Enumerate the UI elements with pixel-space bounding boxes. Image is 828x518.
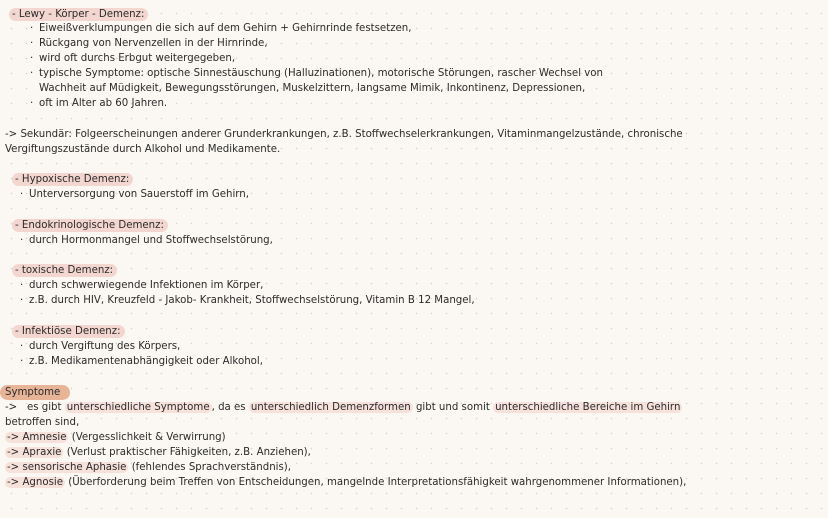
symptom-apraxie: -> Apraxie (Verlust praktischer Fähigkeiten, z.B. Anziehen),: [7, 447, 311, 458]
hypoxische-heading-line: [12, 173, 133, 187]
infektioes-item-1: · durch Vergiftung des Körpers,: [20, 341, 181, 352]
symptome-heading: Symptome: [0, 385, 70, 400]
lewy-heading-line: [9, 8, 148, 22]
infektioes-heading: - Infektiöse Demenz:: [12, 325, 125, 338]
lewy-item-1: · Eiweißverklumpungen die sich auf dem Gehirn + Gehirnrinde festsetzen,: [30, 23, 412, 34]
lewy-heading: - Lewy - Körper - Demenz:: [9, 8, 148, 21]
toxisch-item-1: · durch schwerwiegende Infektionen im Körper,: [20, 280, 264, 291]
symptome-intro-cont: betroffen sind,: [5, 417, 80, 428]
highlight-unterschiedliche-symptome: unterschiedliche Symptome: [66, 402, 210, 413]
sekundaer-line-2: Vergiftungszustände durch Alkohol und Medikamente.: [5, 144, 281, 155]
lewy-item-4: · typische Symptome: optische Sinnestäuschung (Halluzinationen), motorische Störungen, rascher Wechsel von: [30, 68, 603, 79]
symptom-agnosie: -> Agnosie (Überforderung beim Treffen von Entscheidungen, mangelnde Interpretationsfähigkeit wahrgenommener Informationen),: [7, 477, 687, 488]
lewy-item-4-cont: Wachheit auf Müdigkeit, Bewegungsstörungen, Muskelzittern, langsame Mimik, Inkontinenz, Depressionen,: [39, 83, 586, 94]
toxisch-heading-line: [12, 264, 117, 278]
hypoxische-item-1: · Unterversorgung von Sauerstoff im Gehirn,: [20, 189, 250, 200]
lewy-item-3: · wird oft durchs Erbgut weitergegeben,: [30, 53, 236, 64]
hypoxische-heading: - Hypoxische Demenz:: [12, 173, 133, 186]
infektioes-heading-line: [12, 325, 125, 339]
infektioes-item-2: · z.B. Medikamentenabhängigkeit oder Alkohol,: [20, 356, 263, 367]
lewy-item-2: · Rückgang von Nervenzellen in der Hirnrinde,: [30, 38, 268, 49]
toxisch-heading: - toxische Demenz:: [12, 264, 117, 277]
endokrin-heading: - Endokrinologische Demenz:: [12, 219, 168, 232]
symptom-aphasie: -> sensorische Aphasie (fehlendes Sprachverständnis),: [7, 462, 292, 473]
symptome-heading-line: [0, 386, 70, 400]
symptom-amnesie: -> Amnesie (Vergesslichkeit & Verwirrung): [7, 432, 226, 443]
lewy-item-5: · oft im Alter ab 60 Jahren.: [30, 98, 168, 109]
sekundaer-line-1: -> Sekundär: Folgeerscheinungen anderer Grunderkrankungen, z.B. Stoffwechselerkrankungen, Vitaminmangelzustände, chronische: [5, 129, 683, 140]
endokrin-heading-line: [12, 219, 168, 233]
endokrin-item-1: · durch Hormonmangel und Stoffwechselstörung,: [20, 235, 273, 246]
symptome-intro: -> es gibt unterschiedliche Symptome , da es unterschiedlich Demenzformen gibt und somit unterschiedliche Bereiche im Gehirn: [5, 402, 681, 413]
highlight-unterschiedliche-bereiche: unterschiedliche Bereiche im Gehirn: [495, 402, 681, 413]
highlight-unterschiedlich-demenzformen: unterschiedlich Demenzformen: [250, 402, 411, 413]
toxisch-item-2: · z.B. durch HIV, Kreuzfeld - Jakob- Krankheit, Stoffwechselstörung, Vitamin B 12 Mangel,: [20, 295, 475, 306]
